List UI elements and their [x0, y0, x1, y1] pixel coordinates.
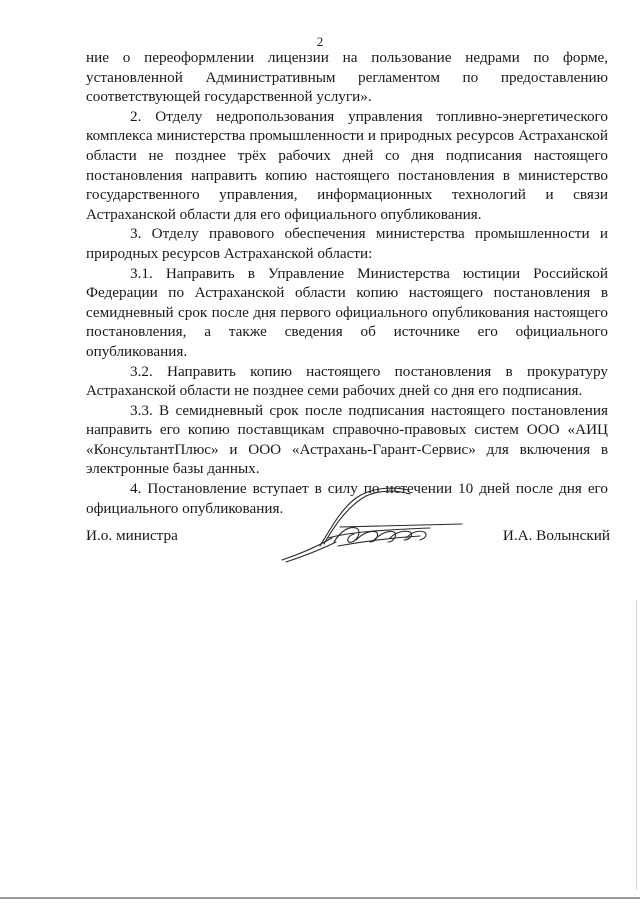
document-body — [86, 48, 608, 518]
paragraph-item-3-2: 3.2. Направить копию настоящего постановления в прокуратуру Астраханской области не позднее семи рабочих дней со дня его подписания. — [86, 362, 608, 400]
page-number: 2 — [316, 34, 324, 49]
signatory-title: И.о. министра — [86, 527, 178, 544]
paragraph-item-3-1: 3.1. Направить в Управление Министерства юстиции Российской Федерации по Астраханской области копию настоящего постановления в семидневный срок после дня первого официального опубликования настоящего постановления, а также сведения об источнике его официального опубликования. — [86, 264, 608, 360]
signatory-name: И.А. Волынский — [502, 527, 610, 544]
paragraph-item-4: 4. Постановление вступает в силу по истечении 10 дней после дня его официального опубликования. — [86, 480, 608, 517]
scan-edge-mark — [636, 600, 637, 890]
scan-bottom-edge — [0, 897, 640, 899]
paragraph-item-3: 3. Отделу правового обеспечения министерства промышленности и природных ресурсов Астраханской области: — [86, 225, 608, 262]
paragraph-item-2: 2. Отделу недропользования управления топливно-энергетического комплекса министерства промышленности и природных ресурсов Астраханской области не позднее трёх рабочих дней со дня подписания настоящего постановления направить копию настоящего постановления в министерство государственного управления, информационных технологий и связи Астраханской области для его официального опубликования. — [86, 107, 608, 223]
paragraph-item-3-3: 3.3. В семидневный срок после подписания настоящего постановления направить его копию поставщикам справочно-правовых систем ООО «АИЦ «КонсультантПлюс» и ООО «Астрахань-Гарант-Сервис» для включения в электронные базы данных. — [86, 401, 608, 478]
handwritten-signature — [280, 480, 470, 570]
paragraph-continuation: ние о переоформлении лицензии на пользование недрами по форме, установленной Административным регламентом по предоставлению соответствующей государственной услуги». — [86, 49, 608, 106]
